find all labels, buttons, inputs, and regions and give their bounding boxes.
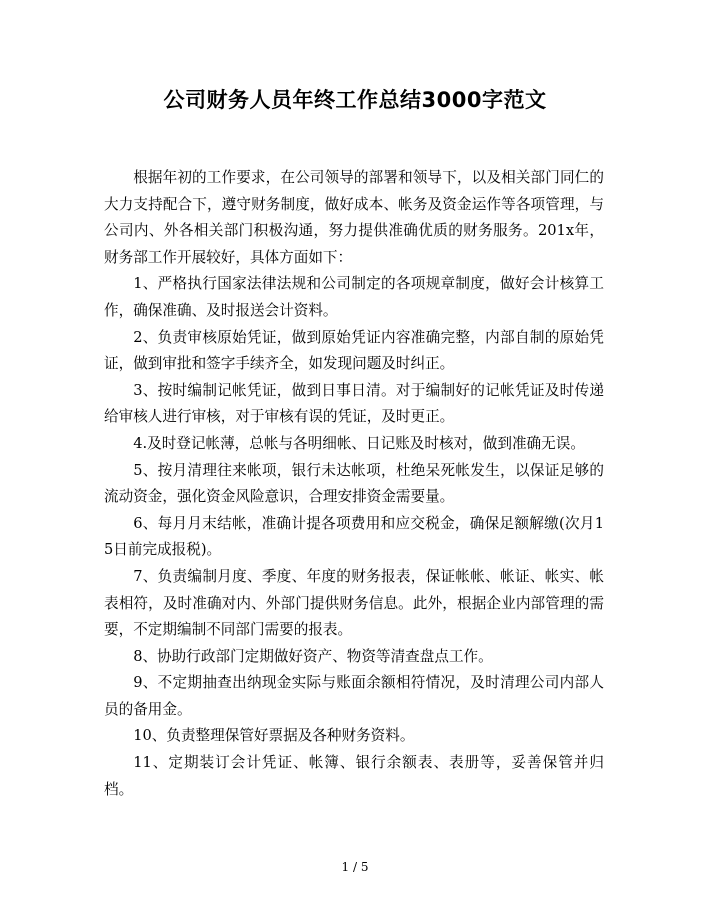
document-body: [104, 165, 604, 803]
list-item: 10、负责整理保管好票据及各种财务资料。: [133, 727, 415, 745]
list-item: 1、严格执行国家法律法规和公司制定的各项规章制度，做好会计核算工作，确保准确、及时报送会计资料。: [104, 275, 604, 319]
document-title: 公司财务人员年终工作总结3000字范文: [163, 88, 547, 112]
list-item: 3、按时编制记帐凭证，做到日事日清。对于编制好的记帐凭证及时传递给审核人进行审核，对于审核有误的凭证，及时更正。: [104, 381, 604, 426]
list-item: 5、按月清理往来帐项，银行未达帐项，杜绝呆死帐发生，以保证足够的流动资金，强化资金风险意识，合理安排资金需要量。: [104, 461, 604, 506]
page-number: 1 / 5: [341, 860, 369, 874]
list-item: 2、负责审核原始凭证，做到原始凭证内容准确完整，内部自制的原始凭证，做到审批和签字手续齐全，如发现问题及时纠正。: [104, 328, 604, 373]
list-item: 9、不定期抽查出纳现金实际与账面余额相符情况，及时清理公司内部人员的备用金。: [104, 674, 604, 718]
list-item: 6、每月月末结帐，准确计提各项费用和应交税金，确保足额解缴(次月15日前完成报税)。: [104, 514, 604, 559]
intro-paragraph: 根据年初的工作要求，在公司领导的部署和领导下，以及相关部门同仁的大力支持配合下，遵守财务制度，做好成本、帐务及资金运作等各项管理，与公司内、外各相关部门积极沟通，努力提供准确优质的财务服务。201x年，财务部工作开展较好，具体方面如下：: [104, 169, 604, 266]
list-item: 11、定期装订会计凭证、帐簿、银行余额表、表册等，妥善保管并归档。: [104, 754, 604, 798]
list-item: 7、负责编制月度、季度、年度的财务报表，保证帐帐、帐证、帐实、帐表相符，及时准确对内、外部门提供财务信息。此外，根据企业内部管理的需要，不定期编制不同部门需要的报表。: [104, 567, 604, 639]
list-item: 4.及时登记帐薄，总帐与各明细帐、日记账及时核对，做到准确无误。: [133, 434, 585, 452]
list-item: 8、协助行政部门定期做好资产、物资等清查盘点工作。: [133, 647, 493, 665]
